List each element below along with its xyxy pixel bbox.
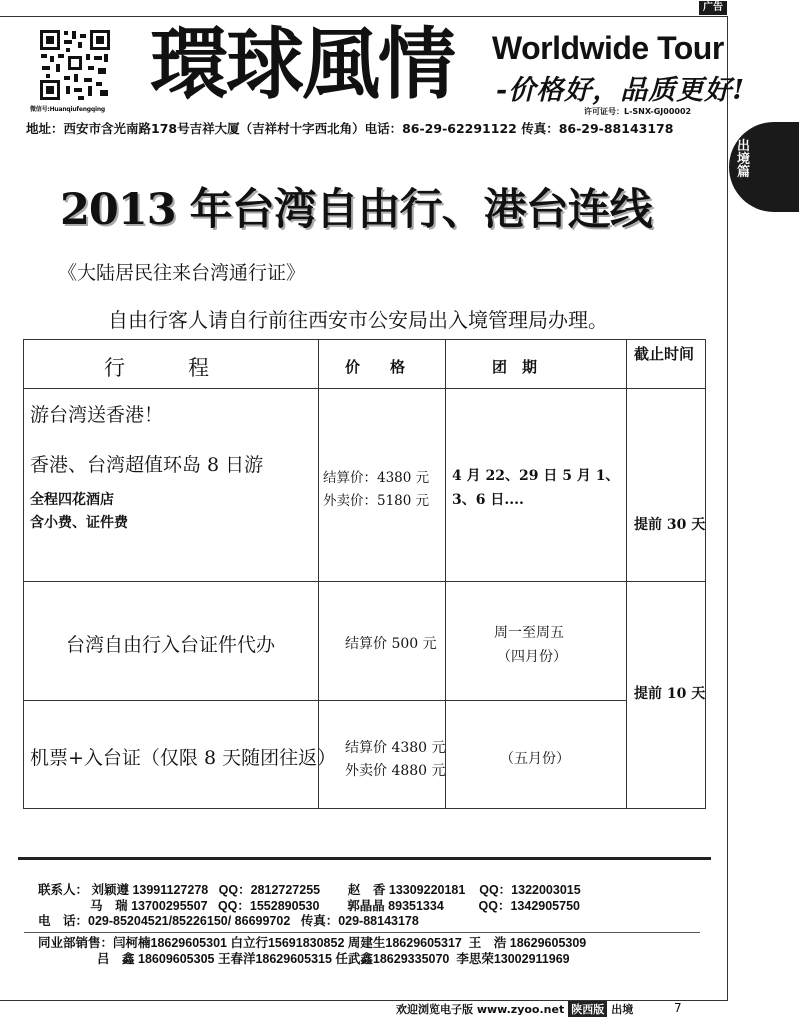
- sales-line: 吕 鑫 18609605305 王春洋18629605315 任武鑫18629335070 李思荣13002911969: [38, 952, 570, 966]
- table-line: [318, 339, 319, 809]
- row1-price2: 外卖价：5180 元: [323, 493, 430, 509]
- subtitle: 《大陆居民往来台湾通行证》: [58, 262, 306, 284]
- row1-title2: 香港、台湾超值环岛 8 日游: [30, 454, 264, 476]
- table-line: [23, 581, 705, 582]
- wechat-id: 微信号:Huanqiufengqing: [30, 106, 105, 113]
- brand-name-en: Worldwide Tour: [492, 30, 724, 66]
- license-number: 许可证号：L-SNX-GJ00002: [584, 107, 692, 116]
- row2-dates1: 周一至周五: [494, 625, 564, 641]
- row1-title1: 游台湾送香港！: [30, 404, 164, 426]
- row3-price2: 外卖价 4880 元: [345, 763, 446, 779]
- ad-tag: 广告: [699, 1, 727, 15]
- section-side-tab-label: 出境篇: [737, 139, 751, 180]
- contacts-line: 联系人： 刘颖遵 13991127278 QQ：2812727255 赵 香 13309220181 QQ：1322003015: [38, 883, 581, 897]
- top-frame-line: [0, 16, 728, 17]
- row3-title: 机票+入台证（仅限 8 天随团往返）: [30, 747, 337, 769]
- sales-line: 同业部销售：闫柯楠18629605301 白立行15691830852 周建生18629605317 王 浩 18629605309: [38, 936, 587, 950]
- table-line: [23, 388, 705, 389]
- address-line: 地址：西安市含光南路178号吉祥大厦（吉祥村十字西北角）电话：86-29-62291122 传真：86-29-88143178: [26, 121, 674, 136]
- table-line: [626, 339, 627, 809]
- notice: 自由行客人请自行前往西安市公安局出入境管理局办理。: [108, 308, 608, 332]
- footer-site-text: 欢迎浏览电子版 www.zyoo.net: [396, 1003, 565, 1016]
- table-line: [23, 808, 705, 809]
- header-dates: 团 期: [492, 358, 538, 376]
- footer-section: 出境: [611, 1003, 634, 1016]
- brand-slogan: -价格好，品质更好!: [496, 75, 746, 106]
- footer-edition-badge: 陕西版: [568, 1001, 607, 1017]
- table-line: [23, 339, 24, 809]
- right-frame-line: [727, 16, 728, 1000]
- row3-price1: 结算价 4380 元: [345, 740, 446, 756]
- contacts-line: 马 瑞 13700295507 QQ：1552890530 郭晶晶 89351334 QQ：1342905750: [38, 898, 580, 913]
- row3-dates: （五月份）: [500, 751, 570, 767]
- table-line: [23, 339, 705, 340]
- header-deadline: 截止时间: [634, 345, 695, 363]
- footer-divider: [18, 857, 711, 860]
- table-line: [705, 339, 706, 809]
- row2-dates2: （四月份）: [497, 649, 567, 665]
- headline: 2013 年台湾自由行、港台连线: [60, 185, 652, 235]
- sales-block: [38, 935, 586, 967]
- header-price: 价 格: [345, 358, 406, 376]
- table-line: [23, 700, 626, 701]
- row1-deadline: 提前 30 天: [634, 517, 706, 533]
- row2-title: 台湾自由行入台证件代办: [66, 634, 276, 656]
- contacts-separator: [24, 932, 700, 933]
- contacts-block: [38, 883, 581, 930]
- qr-code-icon: [38, 28, 112, 102]
- header-itinerary: 行 程: [104, 356, 209, 380]
- brand-name-cn: 環球風情: [150, 20, 455, 110]
- row1-dates: 4 月 22、29 日 5 月 1、3、6 日....: [452, 468, 620, 508]
- footer-site: [396, 1001, 633, 1017]
- row2-deadline: 提前 10 天: [634, 686, 706, 702]
- row2-price: 结算价 500 元: [345, 636, 437, 652]
- row1-note1: 全程四花酒店: [30, 492, 114, 508]
- contacts-line: 电 话：029-85204521/85226150/ 86699702 传真：029-88143178: [38, 914, 419, 928]
- page-number: 7: [674, 1001, 682, 1015]
- row1-price1: 结算价：4380 元: [323, 470, 430, 486]
- row1-note2: 含小费、证件费: [30, 515, 128, 531]
- section-side-tab: [729, 122, 799, 212]
